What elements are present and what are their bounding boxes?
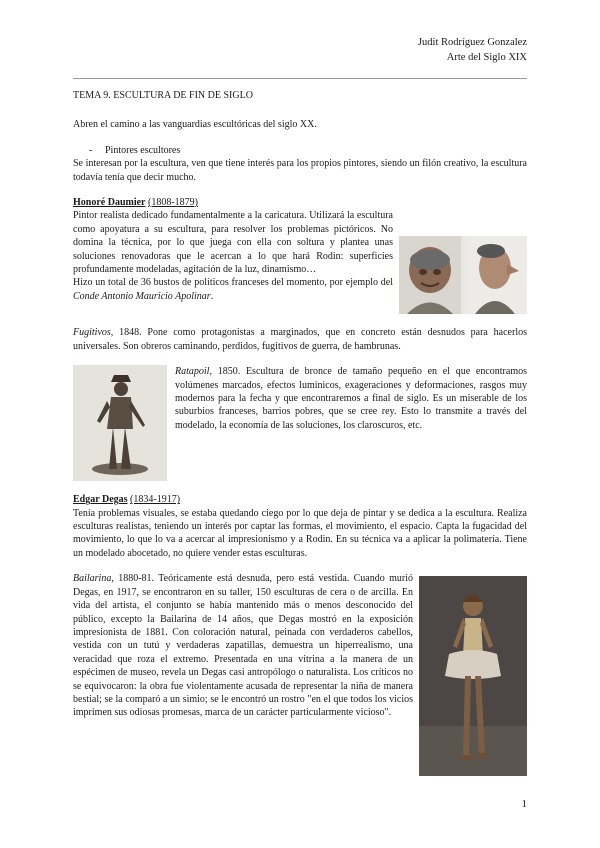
- section-heading-degas: [73, 493, 527, 506]
- section-heading-daumier: [73, 196, 527, 209]
- daumier-paragraph-1: Pintor realista dedicado fundamentalmente a la caricatura. Utilizará la escultura como apoyatura a su escultura, para resolver los problemas pictóricos. No domina la técnica, por lo que juega con ella con soltura y plantea unas soluciones renovadoras que le acercan a lo que hará Rodin: superficies profundamente modeladas, agitación de la luz, dinamismo…: [73, 210, 393, 276]
- header-course: Arte del Siglo XIX: [446, 52, 527, 63]
- header-rule: [73, 78, 527, 79]
- bailarina-text: , 1880-81. Teóricamente está desnuda, pero está vestida. Cuando murió Degas, en 1917, se encontraron en su taller, 150 esculturas de cera o de arcilla. En vida del artista, el conjunto se había mantenido más o menos desconocido del público, excepto la Bailarina de 14 años, que Degas mostró en la exposición impresionista de 1881. Con coloración natural, peinada con verdaderos cabellos, vestida con un tutú y verdaderas zapatillas, demuestra un hiperrealismo, una veracidad que roza el extremo. Presentada en una vitrina a la manera de un espécimen de museo, revela un Degas casi antropólogo o naturalista. Los críticos no se equivocaron: la obra fue violentamente acusada de representar la niña de manera bestial; se la comparó a un simio; se le encontró un rostro "en el que todos los vicios imprimen sus odiosas promesas, marca de un carácter particularmente vicioso".: [73, 573, 413, 719]
- ratapoil-title: Ratapoil: [175, 366, 210, 378]
- daumier-busts-image: [399, 236, 527, 314]
- degas-paragraph-1: Tenía problemas visuales, se estaba quedando ciego por lo que deja de pintar y se dedica a la escultura. Realiza esculturas realistas, teniendo un interés por captar las formas, el movimiento, el espacio. Capta la fugacidad del movimiento, lo que lo va a acercar al impresionismo y a Rodin. En su técnica va a aplicar la polimatería. Tiene un modelado abocetado, no quiere vender estas esculturas.: [73, 507, 527, 559]
- daumier-years: (1808-1879): [148, 197, 198, 209]
- daumier-p2-text: Hizo un total de 36 bustos de políticos franceses del momento, por ejemplo del: [73, 277, 393, 289]
- degas-name: Edgar Degas: [73, 494, 128, 506]
- bullet-paragraph: Se interesan por la escultura, ven que tiene interés para los propios pintores, siendo un filón creativo, la escultura todavía tenía que decir mucho.: [73, 158, 527, 183]
- intro-paragraph: Abren el camino a las vanguardias escultóricas del siglo XX.: [73, 119, 317, 131]
- page-header: [418, 35, 527, 65]
- header-author: Judit Rodríguez Gonzalez: [417, 37, 527, 48]
- bailarina-title: Bailarina: [73, 573, 112, 585]
- bullet-label: Pintores escultores: [105, 144, 181, 156]
- fugitivos-paragraph: [73, 326, 527, 353]
- page-number: 1: [521, 798, 527, 810]
- degas-years: (1834-1917): [130, 494, 181, 506]
- bullet-dash: -: [89, 144, 93, 156]
- bailarina-image: [419, 576, 527, 776]
- daumier-p2-end: .: [210, 290, 214, 302]
- ratapoil-image: [73, 365, 167, 481]
- ratapoil-text: , 1850. Escultura de bronce de tamaño pequeño en el que encontramos volúmenes marcados, efectos lumínicos, exageraciones y deformaciones, rasgos muy modernos para la fecha y que encontraremos a final de siglo. Es un miserable de los suburbios franceses, barrios pobres, que se cree rey. Esto lo transmite a través del modelado, la economía de las soluciones, los claroscuros, etc.: [175, 366, 527, 431]
- bullet-item: [73, 144, 527, 157]
- daumier-name: Honoré Daumier: [73, 197, 146, 209]
- fugitivos-text: , 1848. Pone como protagonistas a marginados, que en concreto están desnudos para hacerlos universales. Son obreros caminando, perdidos, fugitivos de guerra, de hambrunas.: [73, 327, 527, 352]
- daumier-p2-italic: Conde Antonio Mauricio Apolinar: [73, 290, 211, 302]
- document-body: [73, 86, 527, 776]
- fugitivos-title: Fugitivos: [73, 327, 111, 339]
- page-title: TEMA 9. ESCULTURA DE FIN DE SIGLO: [73, 90, 253, 101]
